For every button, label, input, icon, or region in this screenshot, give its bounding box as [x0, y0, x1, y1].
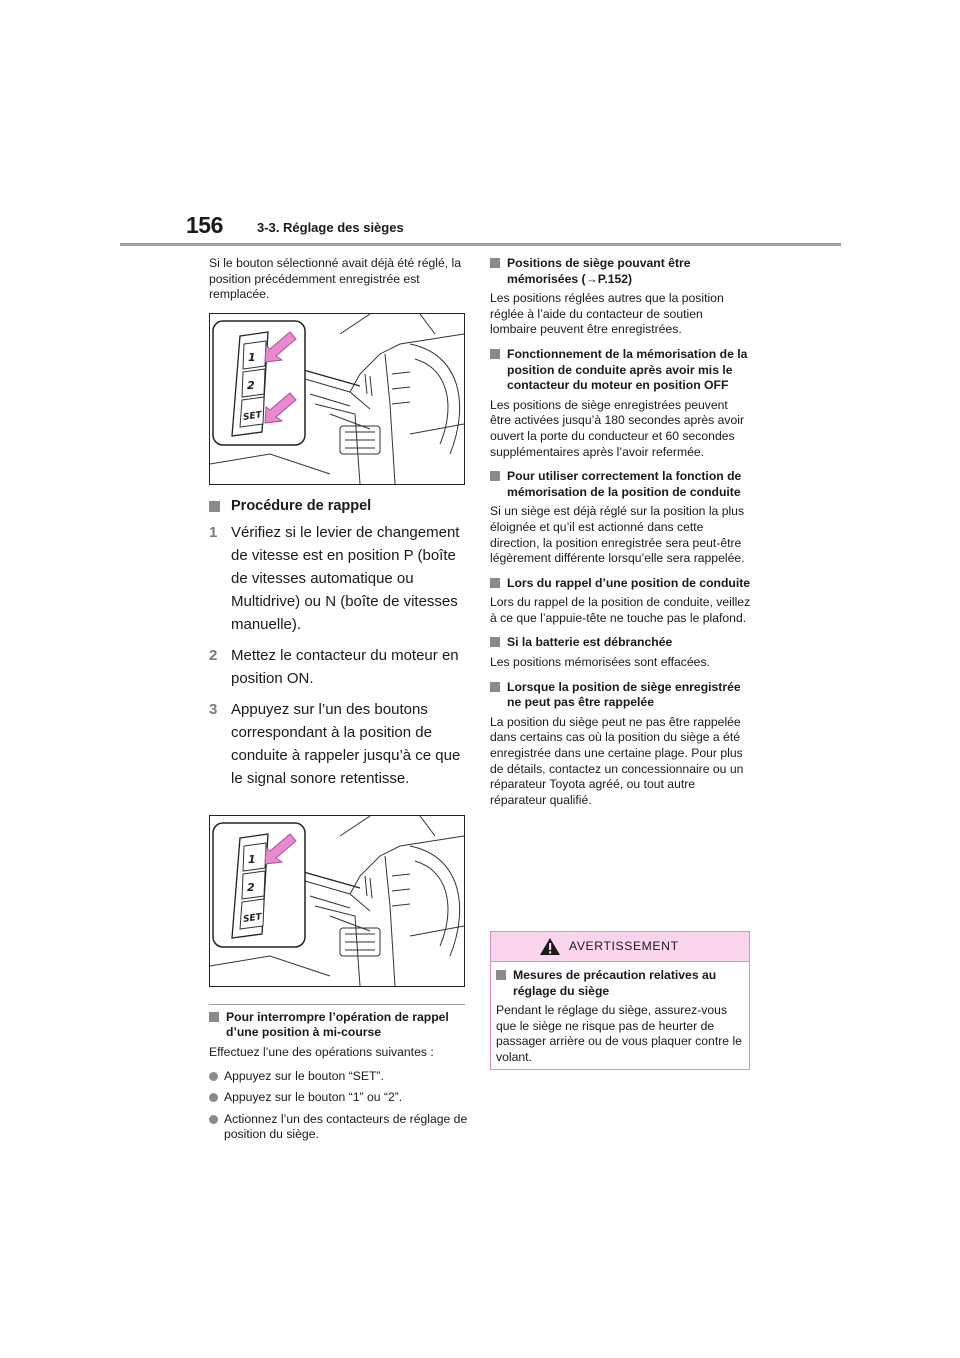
note-text: Si un siège est déjà réglé sur la position la plus éloignée et qu’il est actionné dans cette direction, la position enregistrée sera peut-être légèrement différente lorsqu’elle sera rappelée.: [490, 504, 745, 566]
bullet-item: Appuyez sur le bouton “1” ou “2”.: [209, 1090, 469, 1106]
memory-switch-closeup: [213, 823, 305, 947]
svg-text:SET: SET: [242, 410, 263, 423]
note-heading: Positions de siège pouvant être mémorisées (→P.152): [490, 256, 752, 287]
note-text: Lors du rappel de la position de conduite, veillez à ce que l’appuie-tête ne touche pas le plafond.: [490, 595, 751, 625]
figure-memory-buttons-recall: [209, 815, 465, 987]
header-rule: [120, 243, 841, 246]
procedure-heading: Procédure de rappel: [209, 497, 469, 515]
door-panel-illustration: [210, 314, 464, 484]
note-heading: Si la batterie est débranchée: [490, 635, 752, 651]
note-heading: Lors du rappel d’une position de conduite: [490, 576, 752, 592]
svg-text:2: 2: [247, 880, 255, 894]
note-text: Les positions de siège enregistrées peuvent être activées jusqu’à 180 secondes après avoir ouvert la porte du conducteur et 60 secondes supplémentaires après l’avoir refermée.: [490, 397, 745, 459]
intro-text: Si le bouton sélectionné avait déjà été réglé, la position précédemment enregistrée est remplacée.: [209, 256, 462, 302]
left-column: [209, 256, 469, 1143]
step-3: 3 Appuyez sur l’un des boutons correspondant à la position de conduite à rappeler jusqu’à ce que le signal sonore retentisse.: [209, 700, 461, 787]
step-2: 2 Mettez le contacteur du moteur en position ON.: [209, 646, 459, 687]
right-column: [490, 256, 752, 808]
svg-text:SET: SET: [242, 912, 263, 925]
note-text: Les positions mémorisées sont effacées.: [490, 655, 710, 670]
interrupt-text: Effectuez l’une des opérations suivantes :: [209, 1044, 434, 1059]
note-heading: Fonctionnement de la mémorisation de la position de conduite après avoir mis le contacteur du moteur en position OFF: [490, 347, 752, 394]
warning-triangle-icon: [539, 937, 561, 956]
warning-header: [491, 932, 749, 962]
note-text: Les positions réglées autres que la position réglée à l’aide du contacteur de soutien lombaire peuvent être enregistrées.: [490, 291, 724, 337]
warning-heading: Mesures de précaution relatives au réglage du siège: [496, 968, 744, 999]
warning-box: [490, 931, 750, 1070]
bullet-item: Appuyez sur le bouton “SET”.: [209, 1069, 469, 1085]
note-heading: Lorsque la position de siège enregistrée ne peut pas être rappelée: [490, 680, 752, 711]
svg-text:2: 2: [247, 378, 255, 392]
svg-text:1: 1: [248, 350, 256, 364]
section-title: 3-3. Réglage des sièges: [257, 220, 404, 235]
note-heading: Pour utiliser correctement la fonction de mémorisation de la position de conduite: [490, 469, 752, 500]
memory-switch-closeup: [213, 321, 305, 445]
bullet-item: Actionnez l’un des contacteurs de réglage de position du siège.: [209, 1112, 469, 1143]
svg-text:1: 1: [248, 852, 256, 866]
step-1: 1 Vérifiez si le levier de changement de vitesse est en position P (boîte de vitesses automatique ou Multidrive) ou N (boîte de vitesses manuelle).: [209, 523, 460, 633]
figure-memory-buttons-set: [209, 313, 465, 485]
warning-title: AVERTISSEMENT: [569, 939, 679, 953]
warning-text: Pendant le réglage du siège, assurez-vous que le siège ne risque pas de heurter de passager arrière ou de vous plaquer contre le volant.: [496, 1003, 742, 1064]
section-divider: [209, 1004, 465, 1005]
note-text: La position du siège peut ne pas être rappelée dans certains cas où la position du siège a été enregistrée dans une certaine plage. Pour plus de détails, contactez un concessionnaire ou un réparateur Toyota agréé, ou tout autre réparateur qualifié.: [490, 714, 744, 807]
interrupt-heading: Pour interrompre l’opération de rappel d’une position à mi-course: [209, 1010, 469, 1041]
page-number: 156: [186, 212, 223, 238]
door-panel-illustration: [210, 816, 464, 986]
